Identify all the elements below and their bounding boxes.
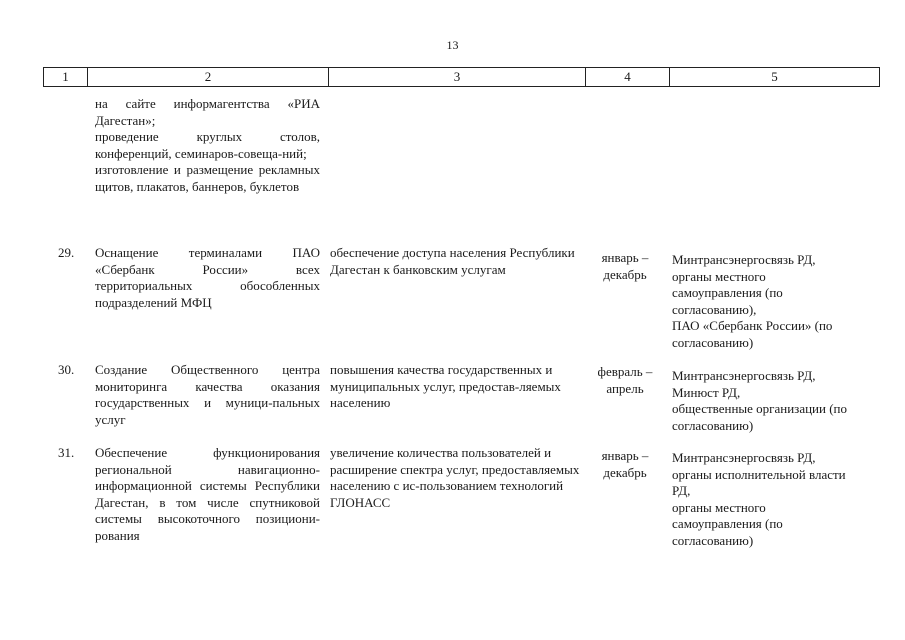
row-31-number: 31. [58, 445, 75, 460]
row-29-responsible: Минтрансэнергосвязь РД, органы местного самоуправления (по согласованию), ПАО «Сбербанк России» (по согласованию) [672, 252, 833, 350]
row-30-responsible: Минтрансэнергосвязь РД, Минюст РД, общественные организации (по согласованию) [672, 368, 847, 433]
header-col-2: 2 [87, 68, 328, 86]
header-col-1: 1 [43, 68, 87, 86]
row-30-number: 30. [58, 362, 75, 377]
page-number: 13 [446, 38, 459, 52]
header-col-4: 4 [585, 68, 669, 86]
row-29-number: 29. [58, 245, 75, 260]
row-31-goal: увеличение количества пользователей и расширение спектра услуг, предоставляемых населению с ис-пользованием технологий ГЛОНАСС [330, 445, 580, 510]
row-30-goal: повышения качества государственных и муниципальных услуг, предостав-ляемых населению [330, 362, 561, 410]
header-col-3: 3 [328, 68, 585, 86]
table-header [43, 67, 880, 87]
row-30-period: февраль – апрель [597, 364, 653, 396]
row-31-responsible: Минтрансэнергосвязь РД, органы исполнительной власти РД, органы местного самоуправления (по согласованию) [672, 450, 846, 548]
header-col-5: 5 [669, 68, 880, 86]
row-31-activity: Обеспечение функционирования региональной навигационно-информационной системы Республики Дагестан, в том числе спутниковой системы высокоточного позициони-рования [95, 445, 320, 543]
row-29-activity: Оснащение терминалами ПАО «Сбербанк России» всех территориальных обособленных подразделений МФЦ [95, 245, 320, 310]
continuation-text [95, 96, 320, 195]
row-29-goal: обеспечение доступа населения Республики Дагестан к банковским услугам [330, 245, 575, 277]
continuation-content: на сайте информагентства «РИА Дагестан»; проведение круглых столов, конференций, семинаров-совеща-ний; изготовление и размещение рекламных щитов, плакатов, баннеров, буклетов [95, 96, 320, 194]
row-29-period: январь – декабрь [601, 250, 649, 282]
row-31-period: январь – декабрь [601, 448, 649, 480]
row-30-activity: Создание Общественного центра мониторинга качества оказания государственных и муници-пальных услуг [95, 362, 320, 427]
